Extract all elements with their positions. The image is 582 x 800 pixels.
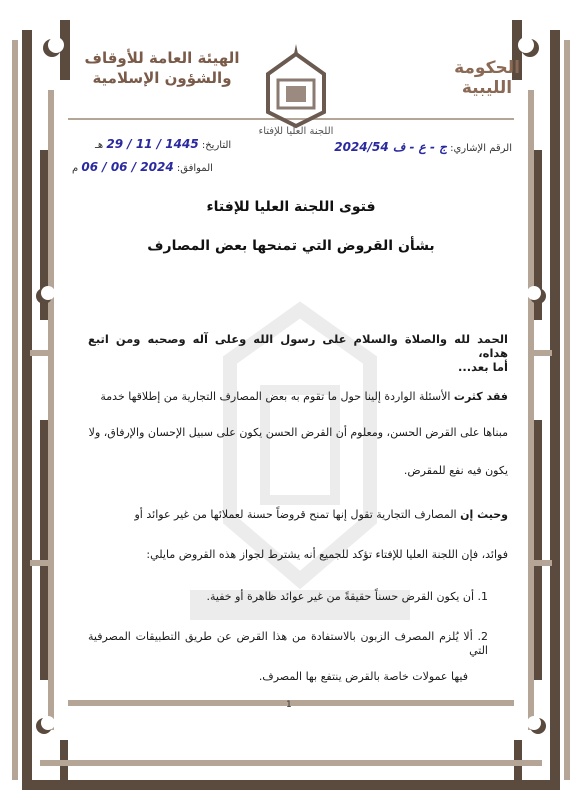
committee-logo bbox=[256, 40, 336, 140]
authority-name-line2: والشؤون الإسلامية bbox=[92, 69, 232, 87]
authority-name-line1: الهيئة العامة للأوقاف bbox=[84, 49, 240, 67]
hijri-date-label: التاريخ: bbox=[201, 140, 232, 151]
gregorian-date-label: الموافق: bbox=[176, 163, 213, 174]
mosque-emblem-icon bbox=[256, 40, 336, 130]
condition-item-2-line-2: فيها عمولات خاصة بالقرض ينتفع بها المصرف. bbox=[258, 670, 468, 683]
amma-baad: أما بعد... bbox=[458, 360, 508, 374]
reference-number bbox=[334, 140, 512, 154]
paragraph-2-line-1: وحيث إن المصارف التجارية تقول إنها تمنح قروضاً حسنة لعملائها من غير عوائد أو bbox=[134, 508, 508, 521]
condition-item-1: 1. أن يكون القرض حسناً حقيقةً من غير عوائد ظاهرة أو خفية. bbox=[206, 590, 488, 603]
authority-name bbox=[62, 48, 262, 88]
logo-caption: اللجنة العليا للإفتاء bbox=[258, 126, 334, 137]
gregorian-date bbox=[72, 160, 213, 174]
hijri-date bbox=[95, 137, 231, 151]
gregorian-suffix: م bbox=[72, 163, 79, 174]
document-subtitle: بشأن القروض التي تمنحها بعض المصارف bbox=[147, 238, 435, 254]
reference-label: الرقم الإشاري: bbox=[450, 143, 512, 154]
paragraph-1-line-1: فقد كثرت الأسئلة الواردة إلينا حول ما تقوم به بعض المصارف التجارية من إطلاقها خدمة bbox=[100, 390, 508, 403]
opening-line: الحمد لله والصلاة والسلام على رسول الله وعلى آله وصحبه ومن اتبع هداه، bbox=[88, 332, 508, 360]
document-title: فتوى اللجنة العليا للإفتاء bbox=[206, 199, 376, 215]
page-number: 1 bbox=[286, 700, 292, 710]
hijri-date-value: 29 / 11 / 1445 bbox=[106, 137, 199, 151]
paragraph-2-line-2: فوائد، فإن اللجنة العليا للإفتاء تؤكد للجميع أنه يشترط لجواز هذه القروض مايلي: bbox=[146, 548, 508, 561]
hijri-suffix: هـ bbox=[95, 140, 104, 151]
gregorian-date-value: 06 / 06 / 2024 bbox=[81, 160, 174, 174]
paragraph-1-line-2: مبناها على القرض الحسن، ومعلوم أن القرض الحسن يكون على سبيل الإحسان والإرفاق، ولا bbox=[88, 426, 508, 439]
condition-item-2-line-1: 2. ألا يُلزم المصرف الزبون بالاستفادة من هذا القرض عن طريق التطبيقات المصرفية التي bbox=[88, 630, 488, 657]
government-name: الحكومة الليبية bbox=[454, 58, 520, 98]
reference-value: ج - ع - ف 2024/54 bbox=[334, 140, 447, 154]
paragraph-1-line-3: يكون فيه نفع للمقرض. bbox=[403, 464, 508, 477]
